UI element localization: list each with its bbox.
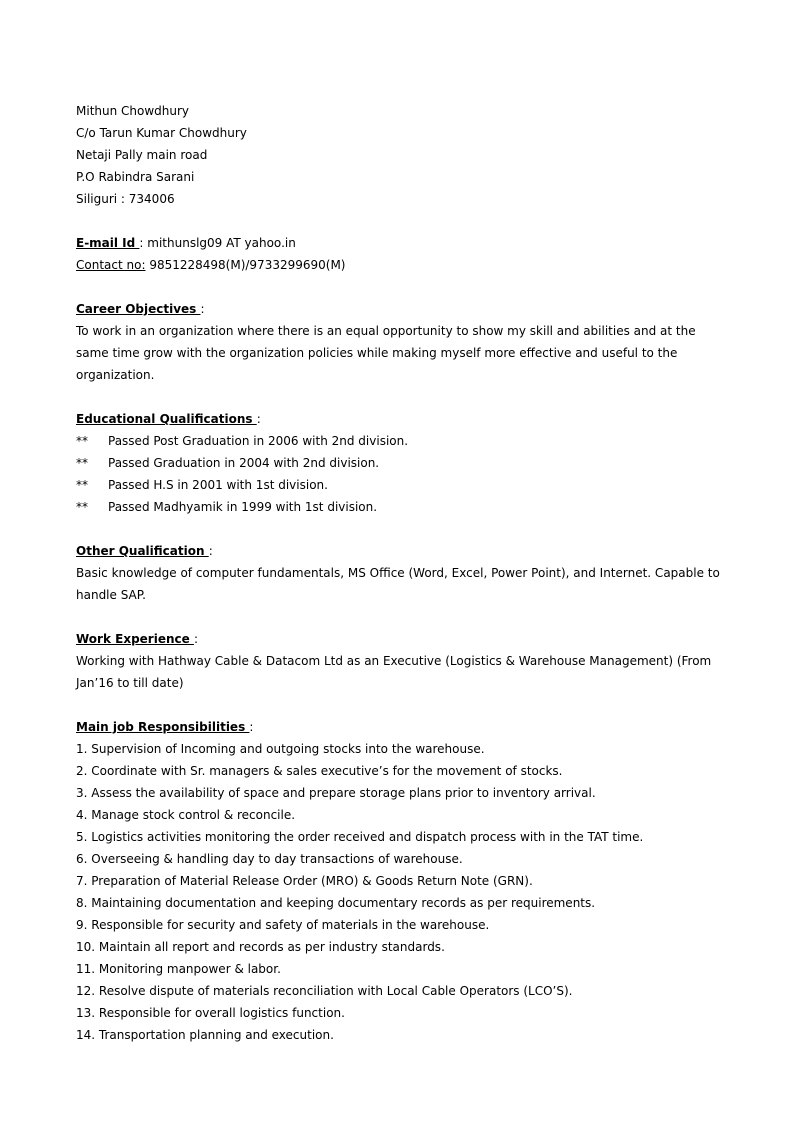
education-heading: Educational Qualifications [76,412,257,426]
experience-heading: Work Experience [76,632,194,646]
responsibility-item: 3. Assess the availability of space and prepare storage plans prior to inventory arrival. [76,786,596,800]
responsibility-item: 13. Responsible for overall logistics function. [76,1006,345,1020]
bullet-marker: ** [76,500,88,514]
responsibility-item: 2. Coordinate with Sr. managers & sales executive’s for the movement of stocks. [76,764,563,778]
education-item-text: Passed Post Graduation in 2006 with 2nd division. [108,434,409,448]
responsibility-item: 7. Preparation of Material Release Order (MRO) & Goods Return Note (GRN). [76,874,533,888]
responsibility-item: 4. Manage stock control & reconcile. [76,808,296,822]
career-heading: Career Objectives [76,302,201,316]
email-line [76,232,726,254]
spacer [76,694,726,716]
street-line: Netaji Pally main road [76,148,208,162]
education-item-text: Passed H.S in 2001 with 1st division. [108,478,328,492]
education-item [76,474,726,496]
responsibility-item: 1. Supervision of Incoming and outgoing stocks into the warehouse. [76,742,485,756]
post-office-line: P.O Rabindra Sarani [76,170,195,184]
address-block [76,100,726,210]
phone-label: Contact no: [76,258,146,272]
responsibility-item: 11. Monitoring manpower & labor. [76,962,281,976]
bullet-marker: ** [76,456,88,470]
responsibility-item: 14. Transportation planning and execution. [76,1028,334,1042]
experience-text: Working with Hathway Cable & Datacom Ltd as an Executive (Logistics & Warehouse Management) (From Jan’16 to till date) [76,654,712,690]
education-item [76,496,726,518]
responsibility-item: 8. Maintaining documentation and keeping documentary records as per requirements. [76,896,596,910]
experience-heading-line [76,628,726,650]
contact-block [76,232,726,276]
responsibilities-heading: Main job Responsibilities [76,720,250,734]
applicant-name: Mithun Chowdhury [76,104,190,118]
responsibility-item: 6. Overseeing & handling day to day transactions of warehouse. [76,852,463,866]
care-of-line: C/o Tarun Kumar Chowdhury [76,126,247,140]
responsibilities-colon: : [249,720,254,734]
spacer [76,518,726,540]
phone-value: 9851228498(M)/9733299690(M) [145,258,346,272]
responsibilities-heading-line [76,716,726,738]
experience-colon: : [193,632,198,646]
responsibilities-section [76,716,726,1046]
other-colon: : [208,544,213,558]
responsibility-item: 5. Logistics activities monitoring the order received and dispatch process with in the TAT time. [76,830,644,844]
email-value: : mithunslg09 AT yahoo.in [139,236,296,250]
phone-line [76,254,726,276]
spacer [76,606,726,628]
work-experience-section [76,628,726,694]
education-heading-line [76,408,726,430]
career-heading-line [76,298,726,320]
education-colon: : [256,412,261,426]
education-item-text: Passed Graduation in 2004 with 2nd division. [108,456,380,470]
spacer [76,276,726,298]
bullet-marker: ** [76,478,88,492]
education-item [76,452,726,474]
education-item-text: Passed Madhyamik in 1999 with 1st division. [108,500,378,514]
education-item [76,430,726,452]
bullet-marker: ** [76,434,88,448]
responsibility-item: 10. Maintain all report and records as per industry standards. [76,940,445,954]
responsibility-item: 9. Responsible for security and safety of materials in the warehouse. [76,918,490,932]
education-section [76,408,726,518]
responsibility-item: 12. Resolve dispute of materials reconciliation with Local Cable Operators (LCO’S). [76,984,573,998]
spacer [76,210,726,232]
other-qualification-section [76,540,726,606]
email-label: E-mail Id [76,236,140,250]
spacer [76,386,726,408]
other-text: Basic knowledge of computer fundamentals, MS Office (Word, Excel, Power Point), and Internet. Capable to handle SAP. [76,566,720,602]
career-text: To work in an organization where there is an equal opportunity to show my skill and abilities and at the same time grow with the organization policies while making myself more effective and useful to the organization. [76,324,696,382]
career-colon: : [200,302,205,316]
other-heading-line [76,540,726,562]
city-line: Siliguri : 734006 [76,192,175,206]
other-heading: Other Qualification [76,544,209,558]
career-section [76,298,726,386]
resume-page [76,100,726,1046]
